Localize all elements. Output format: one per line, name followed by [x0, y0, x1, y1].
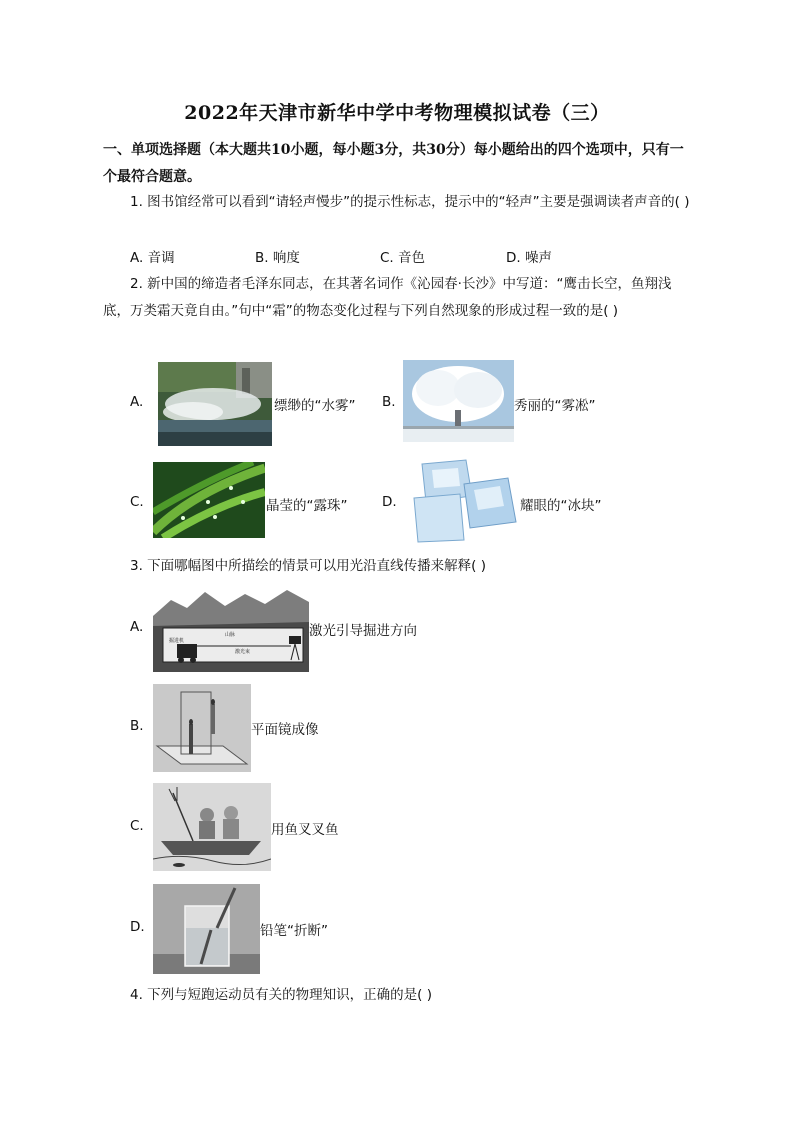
tunnel-label-mountain: 山脉	[225, 632, 236, 638]
tunnel-laser-diagram-icon	[153, 586, 309, 672]
question-2-text: 2. 新中国的缔造者毛泽东同志，在其著名词作《沁园春·长沙》中写道：“鹰击长空，鱼翔浅底，万类霜天竟自由。”句中“霜”的物态变化过程与下列自然现象的形成过程一致的是( )	[103, 276, 672, 319]
question-3-option-b-caption: 平面镜成像	[251, 722, 319, 738]
mist-photo-icon	[158, 362, 272, 446]
question-2-option-a-caption: 缥缈的“水雾”	[274, 398, 356, 414]
pencil-in-water-photo-icon	[153, 884, 260, 974]
question-1-option-b: B. 响度	[255, 250, 300, 266]
tunnel-label-machine: 掘进机	[169, 638, 185, 644]
tunnel-label-laser: 激光束	[235, 649, 251, 655]
rime-tree-photo-icon	[403, 360, 514, 442]
question-1-option-a: A. 音调	[130, 250, 175, 266]
question-1-option-d: D. 噪声	[506, 250, 552, 266]
question-1-option-c: C. 音色	[380, 250, 426, 266]
question-3-option-d-caption: 铅笔“折断”	[260, 923, 328, 939]
ice-cubes-photo-icon	[408, 456, 520, 546]
question-2-option-b-caption: 秀丽的“雾凇”	[514, 398, 596, 414]
section-heading: 一、单项选择题（本大题共10小题，每小题3分，共30分）每小题给出的四个选项中，只有一个最符合题意。	[103, 142, 684, 185]
question-2-option-d-caption: 耀眼的“冰块”	[520, 498, 602, 514]
question-3-option-c-label: C.	[130, 818, 144, 834]
question-3-option-a-label: A.	[130, 619, 144, 635]
question-3-option-d-label: D.	[130, 919, 145, 935]
question-2-option-c-caption: 晶莹的“露珠”	[266, 498, 348, 514]
page-title: 2022年天津市新华中学中考物理模拟试卷（三）	[184, 102, 610, 124]
mirror-candle-diagram-icon	[153, 684, 251, 772]
question-2-option-c-label: C.	[130, 494, 144, 510]
dew-leaves-photo-icon	[153, 462, 265, 538]
fishing-spear-drawing-icon	[153, 783, 271, 871]
question-3-text: 3. 下面哪幅图中所描绘的情景可以用光沿直线传播来解释( )	[130, 558, 486, 574]
question-2-option-d-label: D.	[382, 494, 397, 510]
question-3-option-a-caption: 激光引导掘进方向	[309, 623, 417, 639]
question-2-option-b-label: B.	[382, 394, 396, 410]
question-3-option-c-caption: 用鱼叉叉鱼	[271, 822, 339, 838]
question-1-text: 1. 图书馆经常可以看到“请轻声慢步”的提示性标志，提示中的“轻声”主要是强调读者声音的( )	[130, 194, 690, 210]
question-2-option-a-label: A.	[130, 394, 144, 410]
question-3-option-b-label: B.	[130, 718, 144, 734]
question-1-options	[130, 246, 690, 270]
question-4-text: 4. 下列与短跑运动员有关的物理知识，正确的是( )	[130, 987, 432, 1003]
